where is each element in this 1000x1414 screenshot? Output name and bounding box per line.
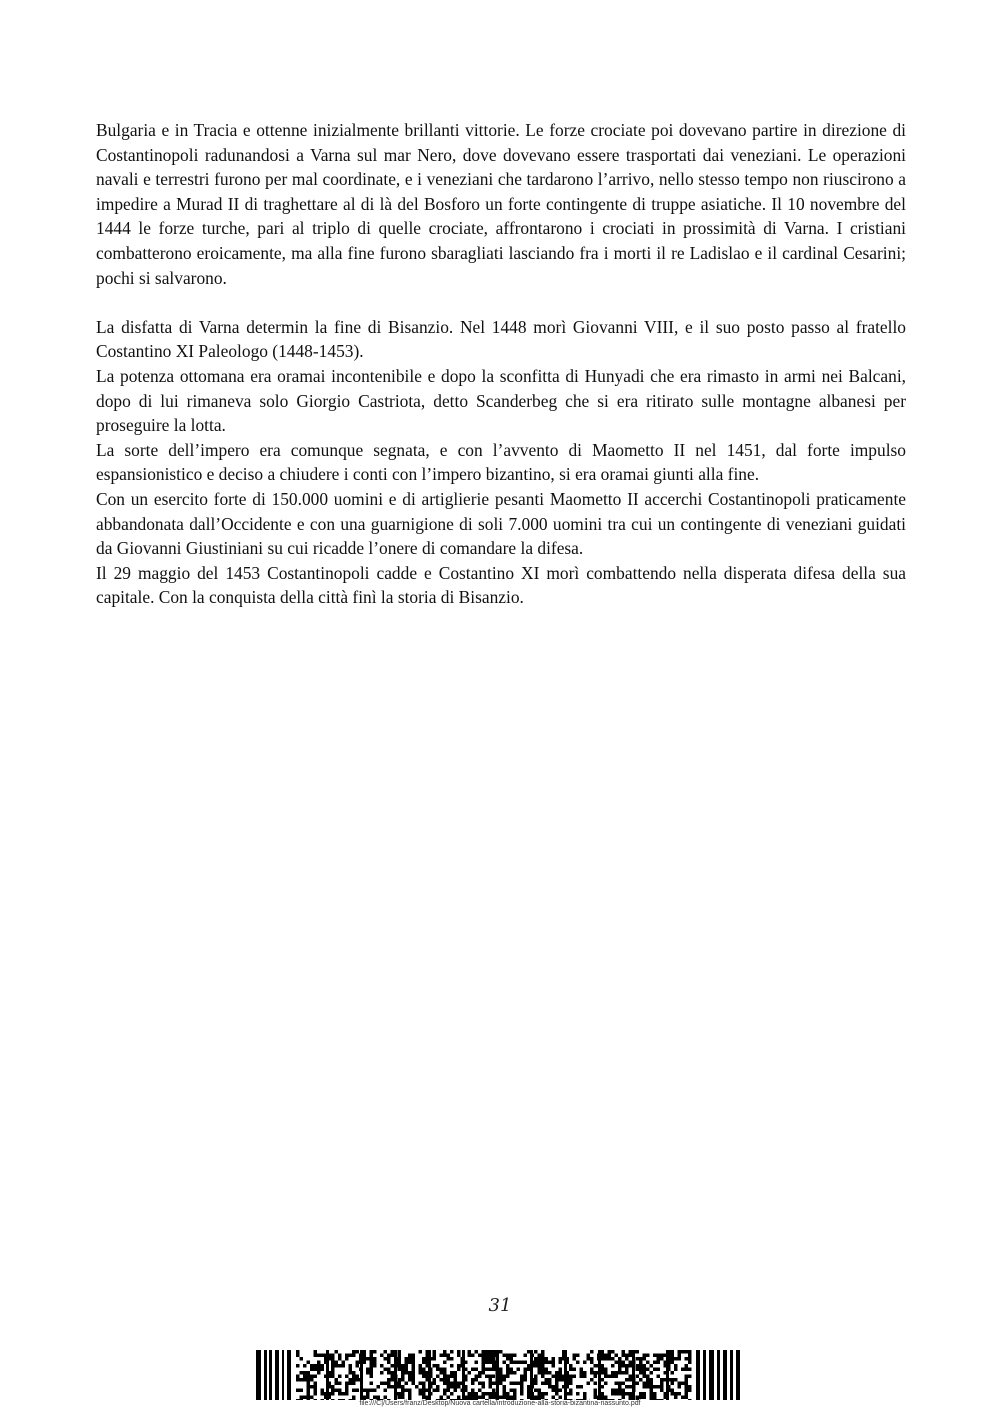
paragraph-varna-defeat: La disfatta di Varna determin la fine di Bisanzio. Nel 1448 morì Giovanni VIII, e il suo posto passo al fratello Costantino XI Paleologo (1448-1453). — [96, 316, 906, 362]
document-body — [96, 118, 906, 610]
paragraph-varna-crusade: Bulgaria e in Tracia e ottenne inizialmente brillanti vittorie. Le forze crociate poi dovevano partire in direzione di Costantinopoli radunandosi a Varna sul mar Nero, dove dovevano essere trasportati dai veneziani. Le operazioni navali e terrestri furono per mal coordinate, e i veneziani che tardarono l’arrivo, nello stesso tempo non riuscirono a impedire a Murad II di traghettare al di là del Bosforo un forte contingente di truppe asiatiche. Il 10 novembre del 1444 le forze turche, pari al triplo di quelle crociate, affrontarono i crociati in prossimità di Varna. I cristiani combatterono eroicamente, ma alla fine furono sbaragliati lasciando fra i morti il re Ladislao e il cardinal Cesarini; pochi si salvarono. — [96, 120, 906, 288]
paragraph-fall-of-constantinople: Il 29 maggio del 1453 Costantinopoli cadde e Costantino XI morì combattendo nella disperata difesa della sua capitale. Con la conquista della città finì la storia di Bisanzio. — [96, 562, 906, 608]
barcode-icon — [256, 1350, 740, 1400]
paragraph-siege: Con un esercito forte di 150.000 uomini e di artiglierie pesanti Maometto II accerchi Costantinopoli praticamente abbandonata dall’Occidente e con una guarnigione di soli 7.000 uomini tra cui un contingente di veneziani guidati da Giovanni Giustiniani su cui ricadde l’onere di comandare la difesa. — [96, 488, 906, 559]
file-path: file:///C|/Users/franz/Desktop/Nuova cartella/introduzione-alla-storia-bizantina-riassunto.pdf — [359, 1400, 641, 1407]
paragraph-ottoman-power: La potenza ottomana era oramai incontenibile e dopo la sconfitta di Hunyadi che era rimasto in armi nei Balcani, dopo di lui rimaneva solo Giorgio Castriota, detto Scanderbeg che si era ritirato sulle montagne albanesi per proseguire la lotta. — [96, 365, 906, 436]
paragraph-empire-fate: La sorte dell’impero era comunque segnata, e con l’avvento di Maometto II nel 1451, dal forte impulso espansionistico e deciso a chiudere i conti con l’impero bizantino, si era oramai giunti alla fine. — [96, 439, 906, 485]
page-number: 31 — [488, 1295, 512, 1316]
